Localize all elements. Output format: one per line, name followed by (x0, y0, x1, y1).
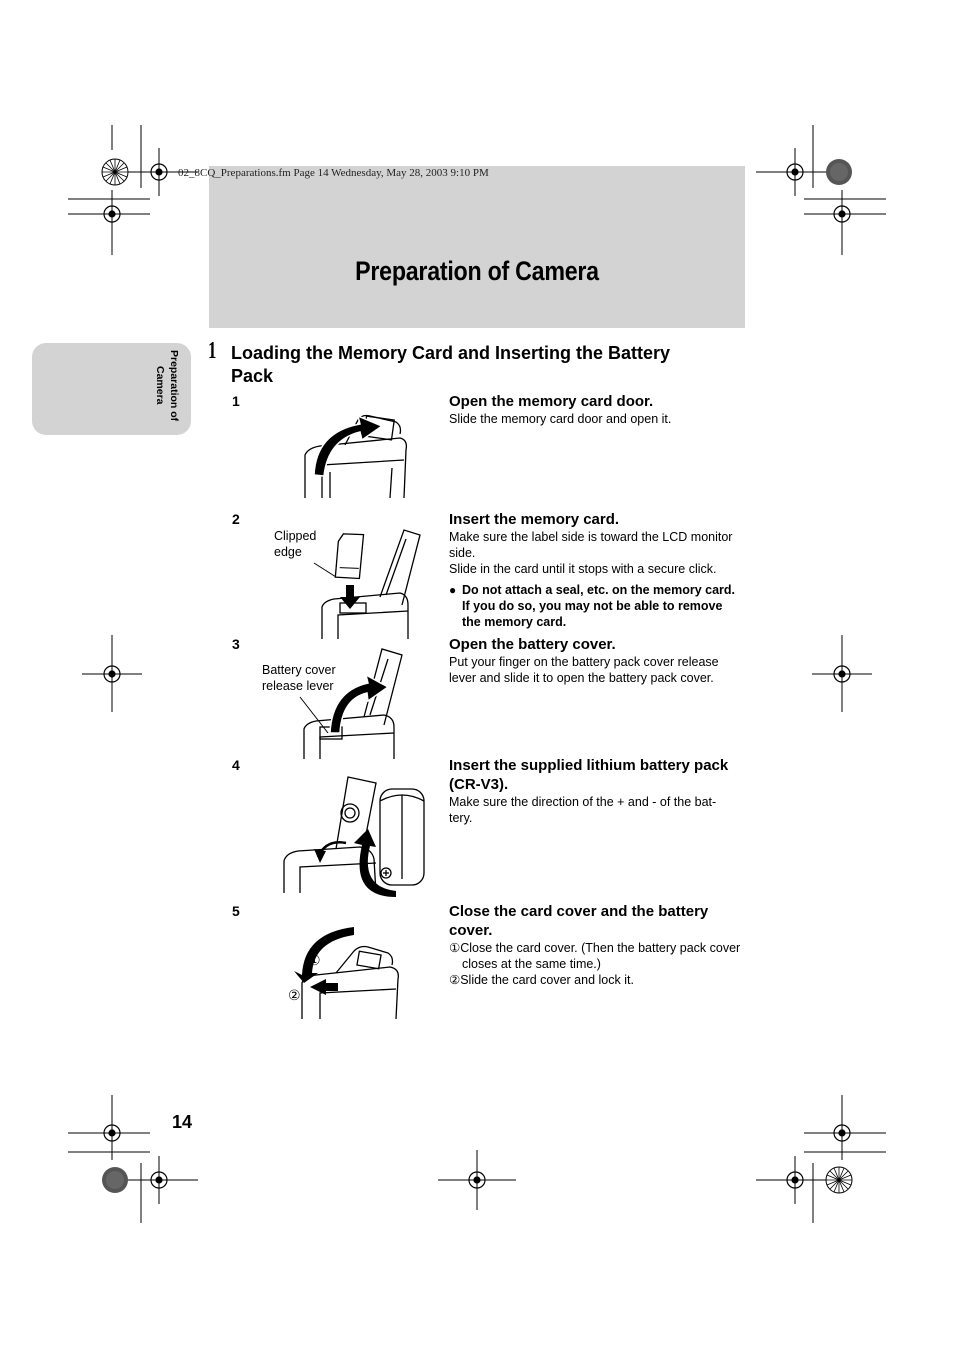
step-number: 5 (232, 903, 240, 919)
step-heading-line: cover. (449, 922, 493, 939)
sub-step-marker: ① (449, 941, 461, 955)
page-number: 14 (172, 1112, 193, 1132)
memory-card-insert-illustration (318, 525, 428, 640)
step-number: 3 (232, 636, 240, 652)
step-body: Slide the memory card door and open it. (449, 412, 672, 426)
callout-line: Battery cover (262, 663, 336, 677)
callout-line: Clipped (274, 529, 317, 543)
step-heading-line: Close the card cover and the battery (449, 903, 709, 920)
title-band (209, 166, 745, 328)
sub-step-marker: ② (449, 973, 461, 987)
step-body-line: Make sure the direction of the + and - of the bat- (449, 795, 717, 809)
step-body-line: Slide in the card until it stops with a secure click. (449, 562, 717, 576)
caution-bullet: ● (449, 583, 457, 597)
battery-pack-insert-illustration (280, 775, 430, 900)
section-title (231, 342, 731, 388)
step-heading: Open the memory card door. (449, 393, 654, 410)
step-body (449, 529, 749, 577)
caution-note (462, 582, 752, 630)
step-heading: Insert the memory card. (449, 511, 620, 528)
step-body (449, 940, 749, 988)
side-tab-line1: Preparation of (168, 350, 180, 422)
close-covers-illustration (280, 925, 410, 1020)
step-number: 4 (232, 757, 240, 773)
step-number: 1 (232, 393, 240, 409)
step-heading (449, 756, 749, 794)
step-body-line: lever and slide it to open the battery pack cover. (449, 671, 714, 685)
step-heading: Open the battery cover. (449, 636, 616, 653)
step-body-line: Make sure the label side is toward the LCD monitor (449, 530, 733, 544)
section-title-line1: Loading the Memory Card and Inserting the Battery (231, 343, 671, 363)
sub-step-text: closes at the same time.) (462, 957, 601, 971)
step-heading-line: (CR-V3). (449, 776, 509, 793)
page-title: Preparation of Camera (355, 256, 599, 286)
side-tab-line2: Camera (154, 366, 166, 405)
illus-marker-2: ② (288, 988, 301, 1004)
file-info-line: 02_8CQ_Preparations.fm Page 14 Wednesday, May 28, 2003 9:10 PM (178, 167, 489, 179)
sub-step-text: Close the card cover. (Then the battery pack cover (460, 941, 741, 955)
callout-line: release lever (262, 679, 334, 693)
section-title-line2: Pack (231, 366, 274, 386)
camera-open-card-door-illustration (300, 410, 410, 500)
step-number: 2 (232, 511, 240, 527)
step-body-line: tery. (449, 811, 473, 825)
step-body (449, 794, 749, 826)
step-body-line: Put your finger on the battery pack cover release (449, 655, 719, 669)
callout-line: edge (274, 545, 302, 559)
step-heading-line: Insert the supplied lithium battery pack (449, 757, 729, 774)
callout-clipped-edge (274, 528, 316, 560)
section-number: 1 (208, 338, 217, 364)
step-body-line: side. (449, 546, 476, 560)
caution-line: the memory card. (462, 615, 567, 629)
caution-line: If you do so, you may not be able to remove (462, 599, 723, 613)
caution-line: Do not attach a seal, etc. on the memory card. (462, 583, 735, 597)
chapter-side-tab-label (150, 350, 184, 430)
illus-marker-1: ① (308, 953, 321, 969)
step-heading (449, 902, 749, 940)
sub-step-text: Slide the card cover and lock it. (460, 973, 634, 987)
battery-cover-open-illustration (298, 645, 408, 760)
step-body (449, 654, 749, 686)
